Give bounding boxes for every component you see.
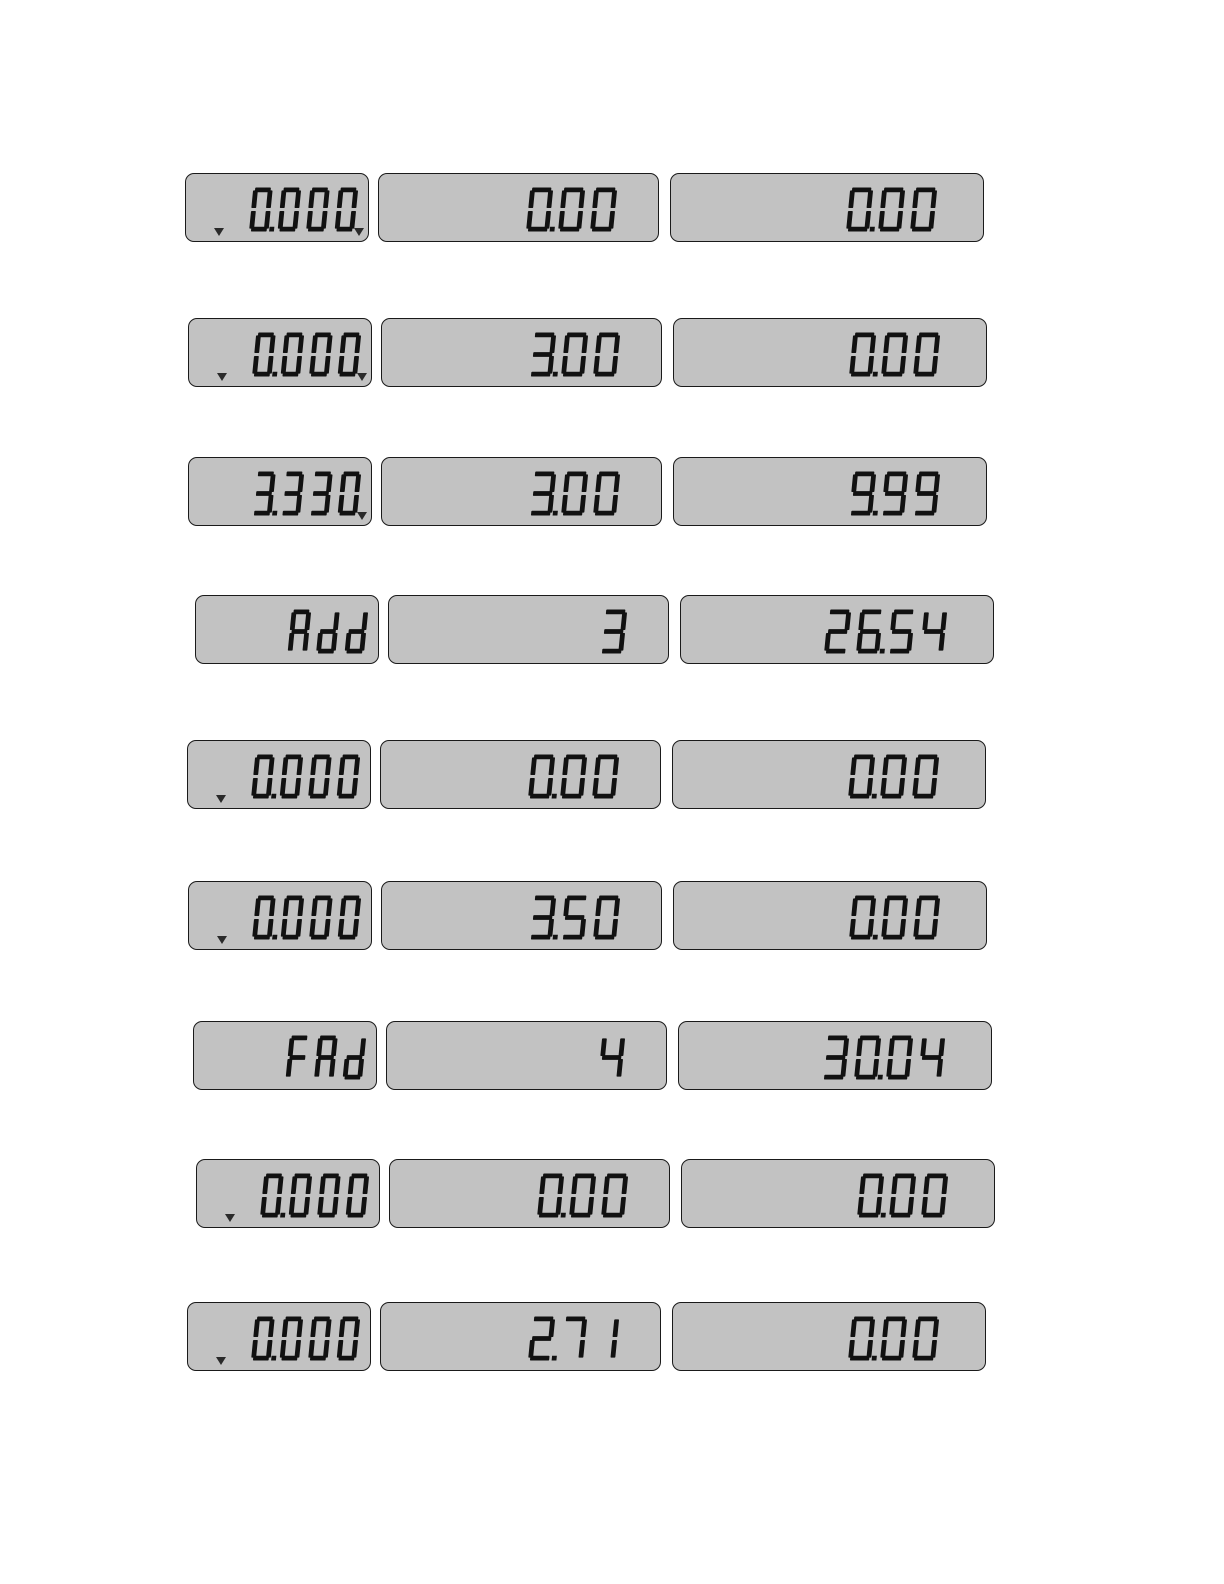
row-8-right-display-digit-3 — [921, 1174, 948, 1218]
row-2-left-display-digit-3 — [309, 333, 333, 377]
row-3-right-display-digit-2 — [881, 472, 908, 516]
row-6-middle-display — [381, 881, 662, 950]
row-4-left-display-segments — [196, 596, 380, 665]
row-5-middle-display-digit-2 — [560, 755, 587, 799]
row-5-right-display-segments — [673, 741, 987, 810]
row-6-middle-display-digit-2 — [561, 896, 588, 940]
row-8-middle-display-digit-1 — [537, 1174, 570, 1218]
row-4-right-display-digit-3 — [888, 610, 915, 654]
down-arrow-left-icon — [216, 1357, 226, 1365]
row-6-right-display-segments — [674, 882, 988, 951]
row-1-left-display-segments — [186, 174, 370, 243]
row-3-left-display-segments — [189, 458, 373, 527]
row-3-left-display — [188, 457, 372, 526]
row-6-right-display-digit-3 — [913, 896, 940, 940]
row-7-right-display-digit-4 — [918, 1038, 945, 1076]
row-9-left-display-digit-2 — [280, 1317, 304, 1361]
row-5-left-display-digit-1 — [251, 755, 280, 799]
row-9-middle-display-digit-1 — [528, 1317, 561, 1361]
row-6-left-display-segments — [189, 882, 373, 951]
row-9-right-display-decimal-point — [872, 1356, 877, 1361]
row-6-middle-display-digit-1 — [531, 896, 562, 940]
row-9-right-display-digit-3 — [912, 1317, 939, 1361]
row-1-right-display-digit-3 — [910, 188, 937, 232]
row-8-left-display-digit-2 — [289, 1174, 313, 1218]
row-4-right-display-digit-4 — [920, 612, 947, 650]
row-9-middle-display-decimal-point — [552, 1356, 557, 1361]
row-9-left-display-digit-3 — [308, 1317, 332, 1361]
row-5-middle-display — [380, 740, 661, 809]
row-3-right-display-digit-1 — [849, 472, 882, 516]
row-8-left-display-digit-4 — [346, 1174, 370, 1218]
row-2-right-display-decimal-point — [873, 372, 878, 377]
row-7-left-display-segments — [194, 1022, 378, 1091]
down-arrow-left-icon — [217, 936, 227, 944]
row-6-right-display — [673, 881, 987, 950]
row-1-left-display-digit-2 — [278, 188, 302, 232]
row-3-middle-display-segments — [382, 458, 663, 527]
row-7-middle-display-digit-1 — [598, 1038, 625, 1076]
row-9-right-display-segments — [673, 1303, 987, 1372]
row-5-right-display-decimal-point — [872, 794, 877, 799]
row-1-right-display-digit-2 — [878, 188, 905, 232]
row-4-middle-display-digit-1 — [602, 610, 627, 654]
row-3-right-display-decimal-point — [873, 511, 878, 516]
row-9-left-display — [187, 1302, 371, 1371]
row-1-middle-display-segments — [379, 174, 660, 243]
row-2-middle-display-digit-3 — [593, 333, 620, 377]
row-1-left-display-digit-3 — [306, 188, 330, 232]
row-1-left-display-digit-4 — [335, 188, 359, 232]
row-5-left-display-digit-2 — [280, 755, 304, 799]
row-3-left-display-decimal-point — [272, 511, 277, 516]
row-7-right-display — [678, 1021, 992, 1090]
row-4-right-display-segments — [681, 596, 995, 665]
row-9-middle-display-digit-3 — [610, 1319, 619, 1357]
row-9-middle-display-segments — [381, 1303, 662, 1372]
row-1-middle-display-decimal-point — [550, 227, 555, 232]
row-3-left-display-digit-2 — [282, 472, 304, 516]
row-3-right-display — [673, 457, 987, 526]
row-1-middle-display — [378, 173, 659, 242]
row-6-left-display — [188, 881, 372, 950]
row-5-middle-display-segments — [381, 741, 662, 810]
row-2-right-display-digit-3 — [913, 333, 940, 377]
row-9-right-display-digit-1 — [848, 1317, 881, 1361]
row-5-left-display-digit-4 — [337, 755, 361, 799]
row-5-middle-display-decimal-point — [552, 794, 557, 799]
row-3-middle-display-digit-3 — [593, 472, 620, 516]
row-5-right-display-digit-3 — [912, 755, 939, 799]
row-8-left-display-digit-1 — [260, 1174, 289, 1218]
row-7-right-display-digit-2 — [854, 1036, 887, 1080]
row-5-left-display-digit-3 — [308, 755, 332, 799]
row-7-right-display-digit-1 — [824, 1036, 849, 1080]
down-arrow-right-icon — [357, 512, 367, 520]
row-8-left-display-segments — [197, 1160, 381, 1229]
row-2-left-display-segments — [189, 319, 373, 388]
row-2-right-display-segments — [674, 319, 988, 388]
row-3-right-display-segments — [674, 458, 988, 527]
row-2-left-display-digit-4 — [338, 333, 362, 377]
row-7-left-display-digit-3 — [343, 1038, 367, 1079]
row-2-right-display-digit-2 — [881, 333, 908, 377]
row-4-right-display-decimal-point — [880, 649, 885, 654]
row-9-left-display-digit-1 — [251, 1317, 280, 1361]
row-8-right-display-segments — [682, 1160, 996, 1229]
row-3-middle-display — [381, 457, 662, 526]
row-2-left-display-digit-2 — [281, 333, 305, 377]
row-7-middle-display-segments — [387, 1022, 668, 1091]
row-2-middle-display-digit-2 — [561, 333, 588, 377]
row-7-left-display-digit-2 — [314, 1036, 338, 1077]
row-3-middle-display-decimal-point — [553, 511, 558, 516]
row-1-middle-display-digit-3 — [590, 188, 617, 232]
row-1-right-display-decimal-point — [870, 227, 875, 232]
row-6-left-display-digit-2 — [281, 896, 305, 940]
row-5-middle-display-digit-1 — [528, 755, 561, 799]
row-6-left-display-digit-1 — [252, 896, 281, 940]
row-4-left-display-digit-3 — [345, 612, 369, 653]
row-8-right-display-digit-1 — [857, 1174, 890, 1218]
row-9-middle-display-digit-2 — [562, 1317, 587, 1358]
row-2-left-display-digit-1 — [252, 333, 281, 377]
row-8-middle-display-digit-3 — [601, 1174, 628, 1218]
row-1-left-display-digit-1 — [249, 188, 278, 232]
row-1-left-display-decimal-point — [269, 227, 274, 232]
row-4-left-display-digit-2 — [316, 612, 340, 653]
row-1-right-display-segments — [671, 174, 985, 243]
row-1-left-display — [185, 173, 369, 242]
row-7-right-display-segments — [679, 1022, 993, 1091]
row-4-left-display-digit-1 — [288, 610, 312, 651]
down-arrow-right-icon — [354, 228, 364, 236]
row-6-left-display-digit-4 — [338, 896, 362, 940]
row-4-right-display-digit-2 — [856, 610, 889, 654]
row-7-left-display-digit-1 — [286, 1036, 308, 1077]
row-7-left-display — [193, 1021, 377, 1090]
row-2-right-display — [673, 318, 987, 387]
row-4-left-display — [195, 595, 379, 664]
row-8-middle-display-segments — [390, 1160, 671, 1229]
row-2-right-display-digit-1 — [849, 333, 882, 377]
row-4-middle-display-segments — [389, 596, 670, 665]
row-9-middle-display — [380, 1302, 661, 1371]
row-4-middle-display — [388, 595, 669, 664]
row-6-left-display-digit-3 — [309, 896, 333, 940]
row-1-middle-display-digit-1 — [526, 188, 559, 232]
row-8-middle-display — [389, 1159, 670, 1228]
row-8-left-display-decimal-point — [280, 1213, 285, 1218]
row-4-right-display-digit-1 — [824, 610, 851, 654]
row-1-middle-display-digit-2 — [558, 188, 585, 232]
row-7-middle-display — [386, 1021, 667, 1090]
row-3-right-display-digit-3 — [913, 472, 940, 516]
row-8-middle-display-digit-2 — [569, 1174, 596, 1218]
row-2-middle-display-segments — [382, 319, 663, 388]
row-3-left-display-digit-1 — [254, 472, 281, 516]
row-8-right-display-digit-2 — [889, 1174, 916, 1218]
down-arrow-left-icon — [214, 228, 224, 236]
row-9-right-display — [672, 1302, 986, 1371]
row-5-right-display-digit-1 — [848, 755, 881, 799]
row-9-right-display-digit-2 — [880, 1317, 907, 1361]
row-8-left-display — [196, 1159, 380, 1228]
row-9-left-display-decimal-point — [271, 1356, 276, 1361]
row-2-middle-display-digit-1 — [531, 333, 562, 377]
down-arrow-left-icon — [216, 795, 226, 803]
row-1-right-display — [670, 173, 984, 242]
row-5-left-display-decimal-point — [271, 794, 276, 799]
row-4-right-display — [680, 595, 994, 664]
row-8-left-display-digit-3 — [317, 1174, 341, 1218]
row-8-right-display-decimal-point — [881, 1213, 886, 1218]
row-7-right-display-digit-3 — [886, 1036, 913, 1080]
down-arrow-left-icon — [217, 373, 227, 381]
row-5-right-display — [672, 740, 986, 809]
row-9-left-display-digit-4 — [337, 1317, 361, 1361]
row-5-left-display-segments — [188, 741, 372, 810]
row-3-middle-display-digit-1 — [531, 472, 562, 516]
row-5-middle-display-digit-3 — [592, 755, 619, 799]
row-2-left-display-decimal-point — [272, 372, 277, 377]
row-2-left-display — [188, 318, 372, 387]
row-6-left-display-decimal-point — [272, 935, 277, 940]
row-1-right-display-digit-1 — [846, 188, 879, 232]
row-5-right-display-digit-2 — [880, 755, 907, 799]
row-8-middle-display-decimal-point — [561, 1213, 566, 1218]
row-6-right-display-digit-2 — [881, 896, 908, 940]
row-2-middle-display-decimal-point — [553, 372, 558, 377]
row-3-middle-display-digit-2 — [561, 472, 588, 516]
down-arrow-right-icon — [357, 373, 367, 381]
row-6-middle-display-decimal-point — [553, 935, 558, 940]
row-9-left-display-segments — [188, 1303, 372, 1372]
row-2-middle-display — [381, 318, 662, 387]
down-arrow-left-icon — [225, 1214, 235, 1222]
row-3-left-display-digit-3 — [311, 472, 333, 516]
row-6-middle-display-digit-3 — [593, 896, 620, 940]
row-7-right-display-decimal-point — [878, 1075, 883, 1080]
row-5-left-display — [187, 740, 371, 809]
row-6-right-display-decimal-point — [873, 935, 878, 940]
row-3-left-display-digit-4 — [338, 472, 362, 516]
row-6-right-display-digit-1 — [849, 896, 882, 940]
row-8-right-display — [681, 1159, 995, 1228]
row-6-middle-display-segments — [382, 882, 663, 951]
